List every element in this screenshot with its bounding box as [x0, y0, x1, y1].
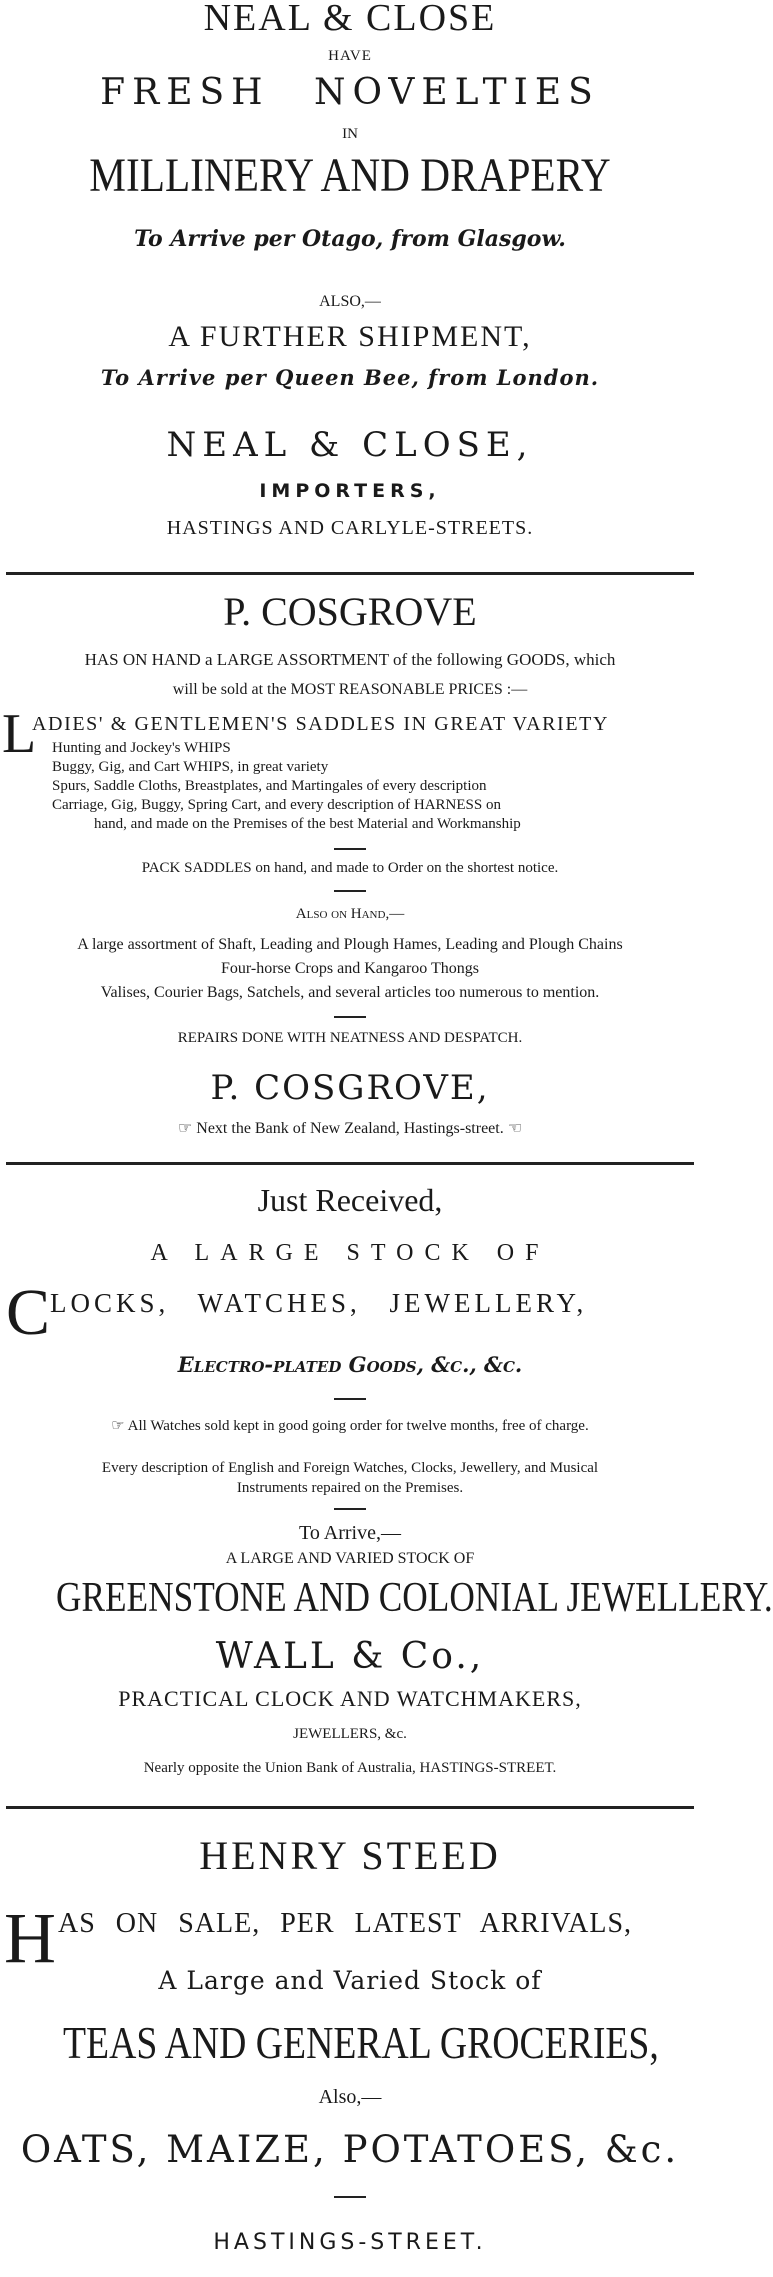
short-rule	[334, 1398, 366, 1400]
varied-stock-text: A LARGE AND VARIED STOCK OF	[225, 1550, 475, 1567]
to-arrive-text: To Arrive,—	[299, 1522, 401, 1544]
item-spurs: Spurs, Saddle Cloths, Breastplates, and Martingales of every description	[52, 778, 487, 794]
repairs-line-2: Instruments repaired on the Premises.	[236, 1480, 464, 1496]
item-whips: Hunting and Jockey's WHIPS	[52, 740, 231, 756]
drop-cap-l: L	[2, 703, 37, 765]
short-rule	[334, 1508, 366, 1510]
wall-co-name: WALL & Co.,	[215, 1636, 485, 1677]
clocks-watches-heading: LOCKS, WATCHES, JEWELLERY,	[50, 1288, 588, 1318]
arrive-queen-bee-line: To Arrive per Queen Bee, from London.	[100, 365, 600, 390]
advertiser-name: NEAL & CLOSE	[203, 0, 497, 39]
electro-plated-line: Electro-plated Goods, &c., &c.	[177, 1352, 523, 1377]
watches-guarantee-text: All Watches sold kept in good going order for twelve months, free of charge.	[127, 1418, 589, 1434]
divider-rule	[6, 1162, 694, 1165]
drop-cap-h: H	[4, 1898, 56, 1978]
short-rule	[334, 890, 366, 892]
greenstone-heading: GREENSTONE AND COLONIAL JEWELLERY.	[56, 1575, 773, 1621]
item-workmanship: hand, and made on the Premises of the best Material and Workmanship	[94, 816, 521, 832]
pack-saddles-line: PACK SADDLES on hand, and made to Order on the shortest notice.	[141, 860, 559, 876]
teas-groceries-heading: TEAS AND GENERAL GROCERIES,	[63, 2017, 659, 2068]
pointing-hand-icon: ☞	[111, 1416, 125, 1434]
address-line	[0, 1118, 700, 1138]
address-streets: HASTINGS AND CARLYLE-STREETS.	[166, 517, 534, 539]
also-text: ALSO,—	[319, 293, 381, 310]
oats-maize-heading: OATS, MAIZE, POTATOES, &c.	[20, 2128, 680, 2171]
drop-cap-c: C	[6, 1276, 51, 1349]
short-rule	[334, 1016, 366, 1018]
item-harness: Carriage, Gig, Buggy, Spring Cart, and every description of HARNESS on	[52, 797, 501, 813]
nearly-opposite-line: Nearly opposite the Union Bank of Australia, HASTINGS-STREET.	[143, 1760, 557, 1776]
repairs-line: REPAIRS DONE WITH NEATNESS AND DESPATCH.	[177, 1030, 523, 1046]
on-sale-heading: AS ON SALE, PER LATEST ARRIVALS,	[58, 1908, 633, 1939]
item-cart-whips: Buggy, Gig, and Cart WHIPS, in great variety	[52, 759, 329, 775]
street-footer: HASTINGS-STREET.	[213, 2230, 487, 2255]
watches-guarantee-line	[0, 1416, 700, 1435]
intro-line-1: HAS ON HAND a LARGE ASSORTMENT of the following GOODS, which	[84, 650, 616, 669]
practical-watchmakers: PRACTICAL CLOCK AND WATCHMAKERS,	[118, 1686, 582, 1711]
advertiser-name: P. COSGROVE	[223, 589, 477, 634]
pointing-hand-icon: ☜	[507, 1118, 523, 1137]
saddles-heading: ADIES' & GENTLEMEN'S SADDLES IN GREAT VARIETY	[32, 713, 609, 735]
divider-rule	[6, 572, 694, 575]
pointing-hand-icon: ☞	[177, 1118, 193, 1137]
millinery-drapery-heading: MILLINERY AND DRAPERY	[89, 149, 611, 202]
also-text: Also,—	[318, 2086, 382, 2108]
importers-text: IMPORTERS,	[259, 480, 441, 502]
repairs-line-1: Every description of English and Foreign Watches, Clocks, Jewellery, and Musical	[101, 1460, 599, 1476]
crops-line: Four-horse Crops and Kangaroo Thongs	[220, 960, 479, 977]
further-shipment-heading: A FURTHER SHIPMENT,	[168, 320, 532, 353]
divider-rule	[6, 1806, 694, 1809]
arrive-otago-line: To Arrive per Otago, from Glasgow.	[134, 226, 566, 252]
assortment-line: A large assortment of Shaft, Leading and Plough Hames, Leading and Plough Chains	[77, 936, 623, 953]
intro-line-2: will be sold at the MOST REASONABLE PRICES :—	[172, 681, 528, 698]
jewellers-text: JEWELLERS, &c.	[293, 1726, 407, 1742]
in-text: IN	[342, 126, 358, 142]
also-on-hand: Also on Hand,—	[295, 906, 405, 922]
advertiser-name-footer: P. COSGROVE,	[210, 1068, 490, 1108]
fresh-novelties-heading: FRESH NOVELTIES	[100, 72, 600, 113]
valises-line: Valises, Courier Bags, Satchels, and several articles too numerous to mention.	[100, 984, 600, 1001]
just-received-heading: Just Received,	[257, 1182, 443, 1218]
large-varied-stock: A Large and Varied Stock of	[158, 1966, 542, 1995]
advertiser-name: HENRY STEED	[199, 1833, 501, 1878]
advertiser-name-footer: NEAL & CLOSE,	[166, 425, 534, 465]
have-text: HAVE	[328, 48, 372, 64]
large-stock-heading: A LARGE STOCK OF	[150, 1240, 550, 1266]
short-rule	[334, 848, 366, 850]
short-rule	[334, 2196, 366, 2198]
address-text: Next the Bank of New Zealand, Hastings-street.	[196, 1120, 504, 1137]
